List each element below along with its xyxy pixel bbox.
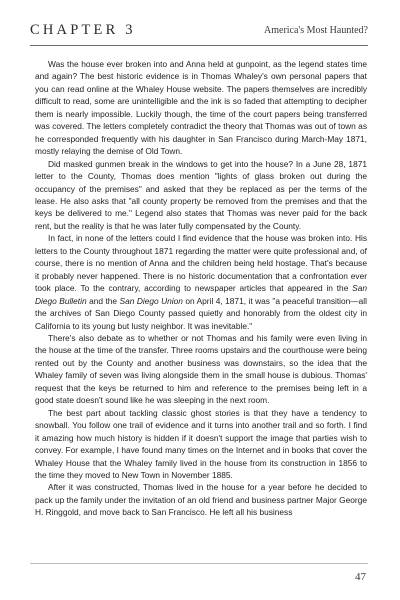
paragraph: Was the house ever broken into and Anna held at gunpoint, as the legend states time and again? The best historic evidence is in Thomas Whaley's own personal papers that you can read online at the Whaley House website. The papers themselves are incredibly difficult to read, some are unintelligible and the ink is so faded that attempting to decipher them is nearly impossible. Luckily though, the time of the court papers being transferred was covered. The letters completely contradict the theory that Thomas was out of town as he corresponded frequently with his daughter in San Francisco during March-May 1871, mostly relaying the demise of Old Town.: [35, 59, 367, 157]
paragraph: After it was constructed, Thomas lived in the house for a year before he decided to pack up the family under the invitation of an old friend and business partner Major George H. Ringgold, and move back to San Francisco. He left all his business: [35, 482, 367, 518]
running-title: America's Most Haunted?: [264, 25, 368, 36]
paragraph: [35, 232, 367, 332]
page-header: [30, 20, 368, 44]
paragraph-text: on April 4, 1871, it was "a peaceful transition—all the archives of San Diego County passed quietly and honorably from the oldest city in California to its young but lusty neighbor. It was inevitable.": [35, 295, 368, 331]
page-number: 47: [355, 571, 366, 583]
newspaper-title: San Diego Union: [119, 295, 183, 306]
body-text: [35, 58, 367, 519]
chapter-heading: CHAPTER 3: [30, 22, 136, 38]
paragraph-text: and the: [86, 295, 120, 306]
paragraph: There's also debate as to whether or not Thomas and his family were even living in the house at the time of the transfer. Three rooms upstairs and the courthouse were being rented out by the County and another business was downstairs, so the idea that the Whaley family of seven was living alongside them in the small house is dubious. Thomas' request that the keys be returned to him and reference to the premises being left in a good state doesn't sound like he was sleeping in the next room.: [35, 332, 367, 406]
paragraph-text: In fact, in none of the letters could I find evidence that the house was broken into. His letters to the County throughout 1871 regarding the matter were quite professional and, of course, there is no mention of Anna and the children being held hostage. That's because it probably never happened. There is no historic documentation that a confrontation ever took place. To the contrary, according to newspaper articles that appeared in the: [35, 233, 367, 294]
newspaper-title: San Diego Bulletin: [35, 283, 367, 306]
footer-rule: [30, 563, 368, 564]
paragraph: Did masked gunmen break in the windows to get into the house? In a June 28, 1871 letter to the County, Thomas does mention "lights of glass broken out during the occupancy of the premises" and asked that they be replaced as per the terms of the lease. He also asks that "all county property be removed from the premises and that the keys be delivered to me." Legend also states that Thomas was never paid for the back rent, but the reality is that he was later fully compensated by the County.: [35, 158, 367, 231]
paragraph: The best part about tackling classic ghost stories is that they have a tendency to snowball. You follow one trail of evidence and it turns into another trail and so forth. I find it amazing how much history is hidden if it doesn't support the image that parties wish to convey. For example, I have found many times on the Internet and in books that cover the Whaley House that the Whaley family lived in the house from its construction in 1856 to the time they moved to New Town in November 1885.: [35, 407, 367, 480]
header-rule: [30, 45, 368, 46]
